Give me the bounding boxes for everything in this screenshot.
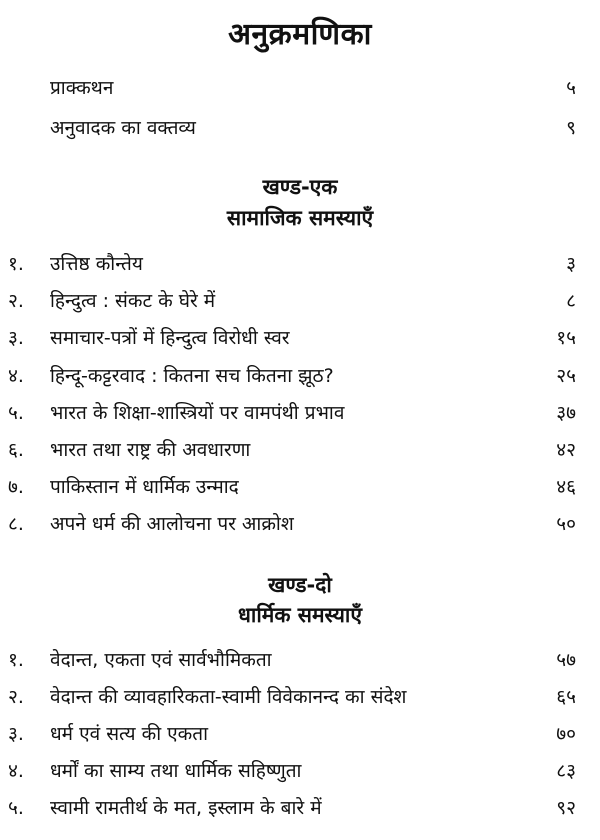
toc-entry-page: ५७ [556, 649, 576, 671]
toc-entry-title: हिन्दुत्व : संकट के घेरे में [50, 290, 216, 312]
toc-entry-title: उत्तिष्ठ कौन्तेय [50, 253, 143, 275]
section-heading: खण्ड-दो [268, 573, 332, 597]
toc-entry-number: २. [8, 290, 24, 312]
toc-entry-number: ४. [8, 365, 24, 387]
toc-entry-title: अनुवादक का वक्तव्य [50, 117, 196, 139]
toc-entry[interactable] [0, 469, 600, 505]
toc-entry-number: १. [8, 649, 24, 671]
toc-entry-page: ९२ [556, 797, 576, 819]
toc-entry-title: हिन्दू-कट्टरवाद : कितना सच कितना झूठ? [50, 365, 334, 387]
toc-entry-number: ४. [8, 760, 24, 782]
toc-entry-title: धर्म एवं सत्य की एकता [50, 723, 209, 745]
toc-entry-title: पाकिस्तान में धार्मिक उन्माद [50, 476, 239, 498]
toc-entry[interactable] [0, 790, 600, 826]
toc-entry-title: अपने धर्म की आलोचना पर आक्रोश [50, 513, 294, 535]
toc-entry-page: ४६ [556, 476, 576, 498]
toc-entry-title: भारत के शिक्षा-शास्त्रियों पर वामपंथी प्रभाव [50, 402, 345, 424]
toc-entry[interactable] [0, 432, 600, 468]
toc-entry-number: ३. [8, 723, 24, 745]
toc-entry[interactable] [0, 358, 600, 394]
toc-entry[interactable] [0, 716, 600, 752]
toc-entry-title: समाचार-पत्रों में हिन्दुत्व विरोधी स्वर [50, 327, 290, 349]
toc-entry-page: ८ [566, 290, 576, 312]
toc-entry-page: १५ [556, 327, 576, 349]
toc-entry-number: १. [8, 253, 24, 275]
toc-entry[interactable] [0, 642, 600, 678]
toc-entry[interactable] [0, 679, 600, 715]
toc-entry-number: ७. [8, 476, 24, 498]
toc-entry[interactable] [0, 283, 600, 319]
toc-entry-page: ४२ [556, 439, 576, 461]
toc-entry-page: ३ [566, 253, 576, 275]
section-subheading: धार्मिक समस्याएँ [238, 603, 362, 627]
toc-entry-number: ५. [8, 402, 24, 424]
toc-entry-number: ८. [8, 513, 24, 535]
toc-entry-title: भारत तथा राष्ट्र की अवधारणा [50, 439, 251, 461]
toc-entry[interactable] [0, 246, 600, 282]
toc-entry-page: ६५ [556, 686, 576, 708]
toc-entry-number: ३. [8, 327, 24, 349]
toc-entry-title: धर्मों का साम्य तथा धार्मिक सहिष्णुता [50, 760, 302, 782]
page-title: अनुक्रमणिका [228, 17, 372, 52]
toc-entry-page: ७० [556, 723, 576, 745]
toc-entry-number: ५. [8, 797, 24, 819]
toc-entry-title: स्वामी रामतीर्थ के मत, इस्लाम के बारे में [50, 797, 322, 819]
toc-entry-page: ८३ [556, 760, 576, 782]
toc-entry-number: ६. [8, 439, 24, 461]
toc-entry[interactable] [0, 320, 600, 356]
toc-entry-title: वेदान्त, एकता एवं सार्वभौमिकता [50, 649, 272, 671]
section-subheading: सामाजिक समस्याएँ [226, 206, 374, 230]
toc-entry[interactable] [0, 395, 600, 431]
toc-entry-page: ५ [566, 77, 576, 99]
toc-entry-preface[interactable] [0, 70, 600, 106]
toc-entry-page: २५ [556, 365, 576, 387]
toc-entry-title: प्राक्कथन [50, 77, 114, 99]
toc-entry[interactable] [0, 506, 600, 542]
toc-entry-number: २. [8, 686, 24, 708]
toc-entry-title: वेदान्त की व्यावहारिकता-स्वामी विवेकानन्द का संदेश [50, 686, 407, 708]
toc-entry-page: ३७ [556, 402, 576, 424]
toc-entry-page: ५० [556, 513, 576, 535]
toc-entry-translator-note[interactable] [0, 110, 600, 146]
section-heading: खण्ड-एक [262, 175, 338, 199]
toc-entry[interactable] [0, 753, 600, 789]
toc-entry-page: ९ [566, 117, 576, 139]
